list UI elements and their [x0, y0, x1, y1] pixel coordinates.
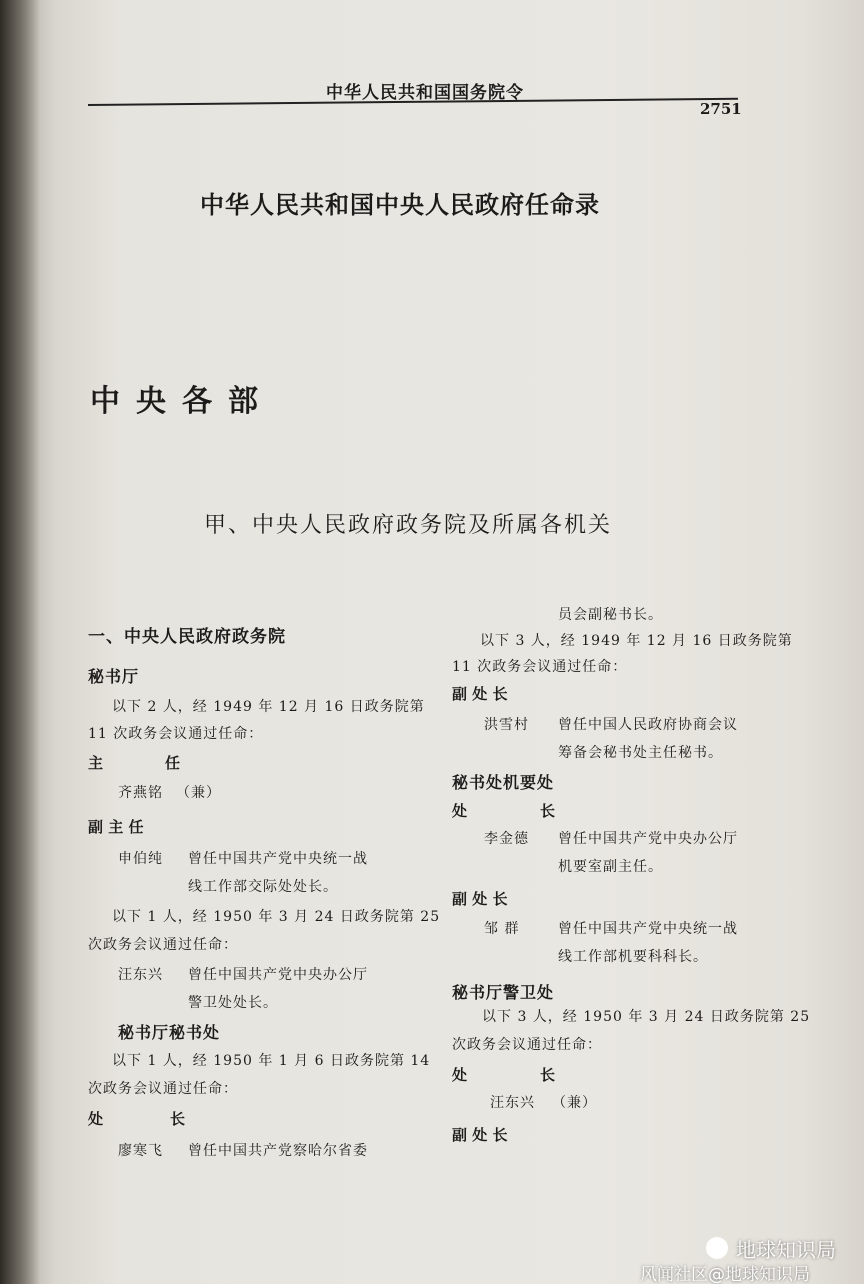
- role-label: 处: [88, 1110, 104, 1128]
- appointment-note: 以下 3 人，经 1949 年 12 月 16 日政务院第: [480, 633, 793, 649]
- person-bio: 曾任中国共产党中央办公厅: [188, 967, 368, 983]
- role-label: 副 处 长: [452, 1126, 508, 1144]
- page-number: 2751: [700, 100, 742, 118]
- role-label: 处: [452, 1066, 468, 1084]
- person-bio: 员会副秘书长。: [558, 607, 663, 623]
- appointment-note: 11 次政务会议通过任命：: [88, 726, 264, 742]
- person-name: 齐燕铭: [118, 785, 163, 801]
- person-bio: 曾任中国共产党中央办公厅: [558, 831, 738, 847]
- wechat-logo-icon: [706, 1237, 728, 1259]
- running-header: 中华人民共和国国务院令: [326, 83, 524, 103]
- person-name: 李金德: [484, 831, 529, 847]
- person-bio: 机要室副主任。: [558, 859, 663, 875]
- appointment-note: 以下 1 人，经 1950 年 3 月 24 日政务院第 25: [112, 909, 441, 925]
- role-label: 副 主 任: [88, 818, 144, 836]
- unit-guard-office: 秘书厅警卫处: [452, 983, 555, 1002]
- person-name: 汪东兴: [490, 1095, 535, 1111]
- appointment-note: 以下 1 人，经 1950 年 1 月 6 日政务院第 14: [112, 1053, 431, 1069]
- appointment-note: 以下 3 人，经 1950 年 3 月 24 日政务院第 25: [482, 1009, 811, 1025]
- document-title: 中华人民共和国中央人民政府任命录: [200, 190, 600, 219]
- role-label: 长: [170, 1110, 186, 1128]
- role-label: 任: [165, 754, 181, 772]
- appointment-note: 11 次政务会议通过任命：: [452, 659, 628, 675]
- person-bio: 线工作部机要科科长。: [558, 949, 708, 965]
- book-spine-shadow: [0, 0, 40, 1284]
- role-label: 处: [452, 802, 468, 820]
- person-name: 廖寒飞: [118, 1143, 163, 1159]
- person-bio: 警卫处处长。: [188, 995, 278, 1011]
- person-name: 邹 群: [484, 921, 520, 937]
- person-name: 申伯纯: [118, 851, 163, 867]
- role-label: 副 处 长: [452, 890, 508, 908]
- person-bio: 曾任中国人民政府协商会议: [558, 717, 738, 733]
- unit-secretariat: 秘书厅: [88, 667, 140, 686]
- watermark-line2: 风闻社区@地球知识局: [640, 1265, 810, 1284]
- role-label: 副 处 长: [452, 685, 508, 703]
- appointment-note: 次政务会议通过任命：: [88, 937, 238, 953]
- person-note: （兼）: [176, 785, 221, 801]
- appointment-note: 次政务会议通过任命：: [88, 1081, 238, 1097]
- person-bio: 线工作部交际处处长。: [188, 879, 338, 895]
- appointment-note: 以下 2 人，经 1949 年 12 月 16 日政务院第: [112, 699, 425, 715]
- heading-state-council: 一、中央人民政府政务院: [88, 627, 286, 647]
- section-title: 中央各部: [90, 384, 274, 419]
- role-label: 长: [540, 1066, 556, 1084]
- role-label: 主: [88, 754, 104, 772]
- subsection-title: 甲、中央人民政府政务院及所属各机关: [204, 513, 613, 538]
- role-label: 长: [540, 802, 556, 820]
- unit-secretariat-office: 秘书厅秘书处: [118, 1023, 221, 1042]
- unit-confidential-office: 秘书处机要处: [452, 773, 555, 792]
- person-name: 洪雪村: [484, 717, 529, 733]
- person-bio: 曾任中国共产党中央统一战: [558, 921, 738, 937]
- appointment-note: 次政务会议通过任命：: [452, 1037, 602, 1053]
- person-bio: 曾任中国共产党中央统一战: [188, 851, 368, 867]
- person-name: 汪东兴: [118, 967, 163, 983]
- person-note: （兼）: [552, 1095, 597, 1111]
- person-bio: 筹备会秘书处主任秘书。: [558, 745, 723, 761]
- person-bio: 曾任中国共产党察哈尔省委: [188, 1143, 368, 1159]
- watermark-line1: 地球知识局: [736, 1238, 836, 1262]
